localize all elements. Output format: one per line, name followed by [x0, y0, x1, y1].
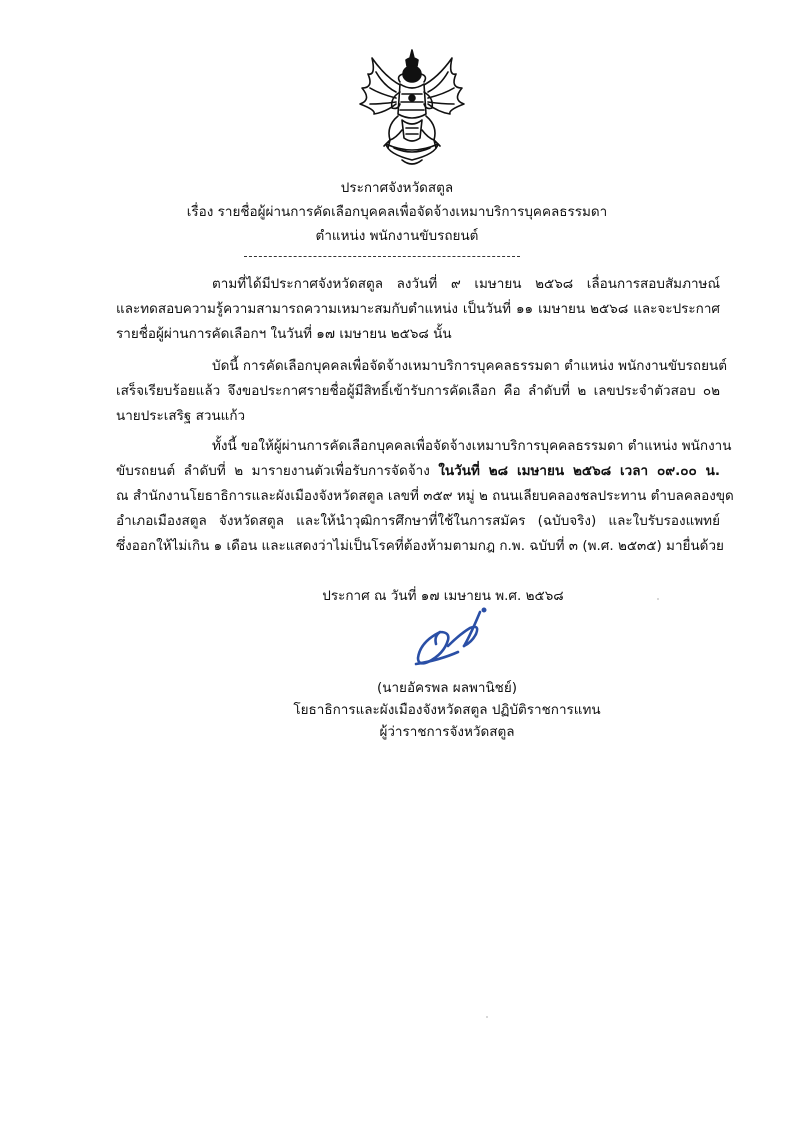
- paragraph-1: [116, 272, 720, 347]
- garuda-emblem-icon: [356, 48, 468, 170]
- document-subject: เรื่อง รายชื่อผู้ผ่านการคัดเลือกบุคคลเพื่อจัดจ้างเหมาบริการบุคคลธรรมดา: [186, 204, 608, 220]
- scan-speck: [486, 1016, 488, 1018]
- paragraph-line: บัดนี้ การคัดเลือกบุคคลเพื่อจัดจ้างเหมาบริการบุคคลธรรมดา ตำแหน่ง พนักงานขับรถยนต์: [212, 358, 728, 374]
- report-datetime: ในวันที่ ๒๘ เมษายน ๒๕๖๘ เวลา ๐๙.๐๐ น.: [438, 463, 720, 479]
- divider-line: [244, 256, 520, 257]
- paragraph-line: [116, 459, 720, 484]
- paragraph-line: เสร็จเรียบร้อยแล้ว จึงขอประกาศรายชื่อผู้มีสิทธิ์เข้ารับการคัดเลือก คือ ลำดับที่ ๒ เลขประจำตัวสอบ ๐๒: [116, 383, 720, 399]
- paragraph-line: ณ สำนักงานโยธาธิการและผังเมืองจังหวัดสตูล เลขที่ ๓๕๙ หมู่ ๒ ถนนเลียบคลองชลประทาน ตำบลคลองขุด: [116, 488, 734, 504]
- handwritten-signature: [410, 606, 492, 668]
- paragraph-2: [116, 354, 728, 429]
- document-position: ตำแหน่ง พนักงานขับรถยนต์: [315, 228, 479, 244]
- signatory-title: โยธาธิการและผังเมืองจังหวัดสตูล ปฏิบัติราชการแทน: [293, 702, 601, 718]
- paragraph-line: และทดสอบความรู้ความสามารถความเหมาะสมกับตำแหน่ง เป็นวันที่ ๑๑ เมษายน ๒๕๖๘ และจะประกาศ: [116, 301, 720, 317]
- paragraph-3: [116, 434, 734, 559]
- announce-date: ประกาศ ณ วันที่ ๑๗ เมษายน พ.ศ. ๒๕๖๘: [322, 588, 564, 604]
- paragraph-line: รายชื่อผู้ผ่านการคัดเลือกฯ ในวันที่ ๑๗ เมษายน ๒๕๖๘ นั้น: [116, 326, 452, 342]
- paragraph-line: ซึ่งออกให้ไม่เกิน ๑ เดือน และแสดงว่าไม่เป็นโรคที่ต้องห้ามตามกฎ ก.พ. ฉบับที่ ๓ (พ.ศ. ๒๕๓๕) มายื่นด้วย: [116, 538, 724, 554]
- scan-speck: [657, 598, 659, 600]
- signatory-name: (นายอัครพล ผลพานิชย์): [376, 680, 518, 696]
- signatory-title-2: ผู้ว่าราชการจังหวัดสตูล: [379, 724, 515, 740]
- paragraph-line: ทั้งนี้ ขอให้ผู้ผ่านการคัดเลือกบุคคลเพื่อจัดจ้างเหมาบริการบุคคลธรรมดา ตำแหน่ง พนักงาน: [212, 438, 732, 454]
- document-title: ประกาศจังหวัดสตูล: [340, 180, 454, 196]
- report-instruction: ขับรถยนต์ ลำดับที่ ๒ มารายงานตัวเพื่อรับการจัดจ้าง: [116, 463, 439, 479]
- paragraph-line: ตามที่ได้มีประกาศจังหวัดสตูล ลงวันที่ ๙ เมษายน ๒๕๖๘ เลื่อนการสอบสัมภาษณ์: [212, 276, 720, 292]
- paragraph-line: นายประเสริฐ สวนแก้ว: [116, 408, 246, 424]
- paragraph-line: อำเภอเมืองสตูล จังหวัดสตูล และให้นำวุฒิการศึกษาที่ใช้ในการสมัคร (ฉบับจริง) และใบรับรองแพทย์: [116, 513, 720, 529]
